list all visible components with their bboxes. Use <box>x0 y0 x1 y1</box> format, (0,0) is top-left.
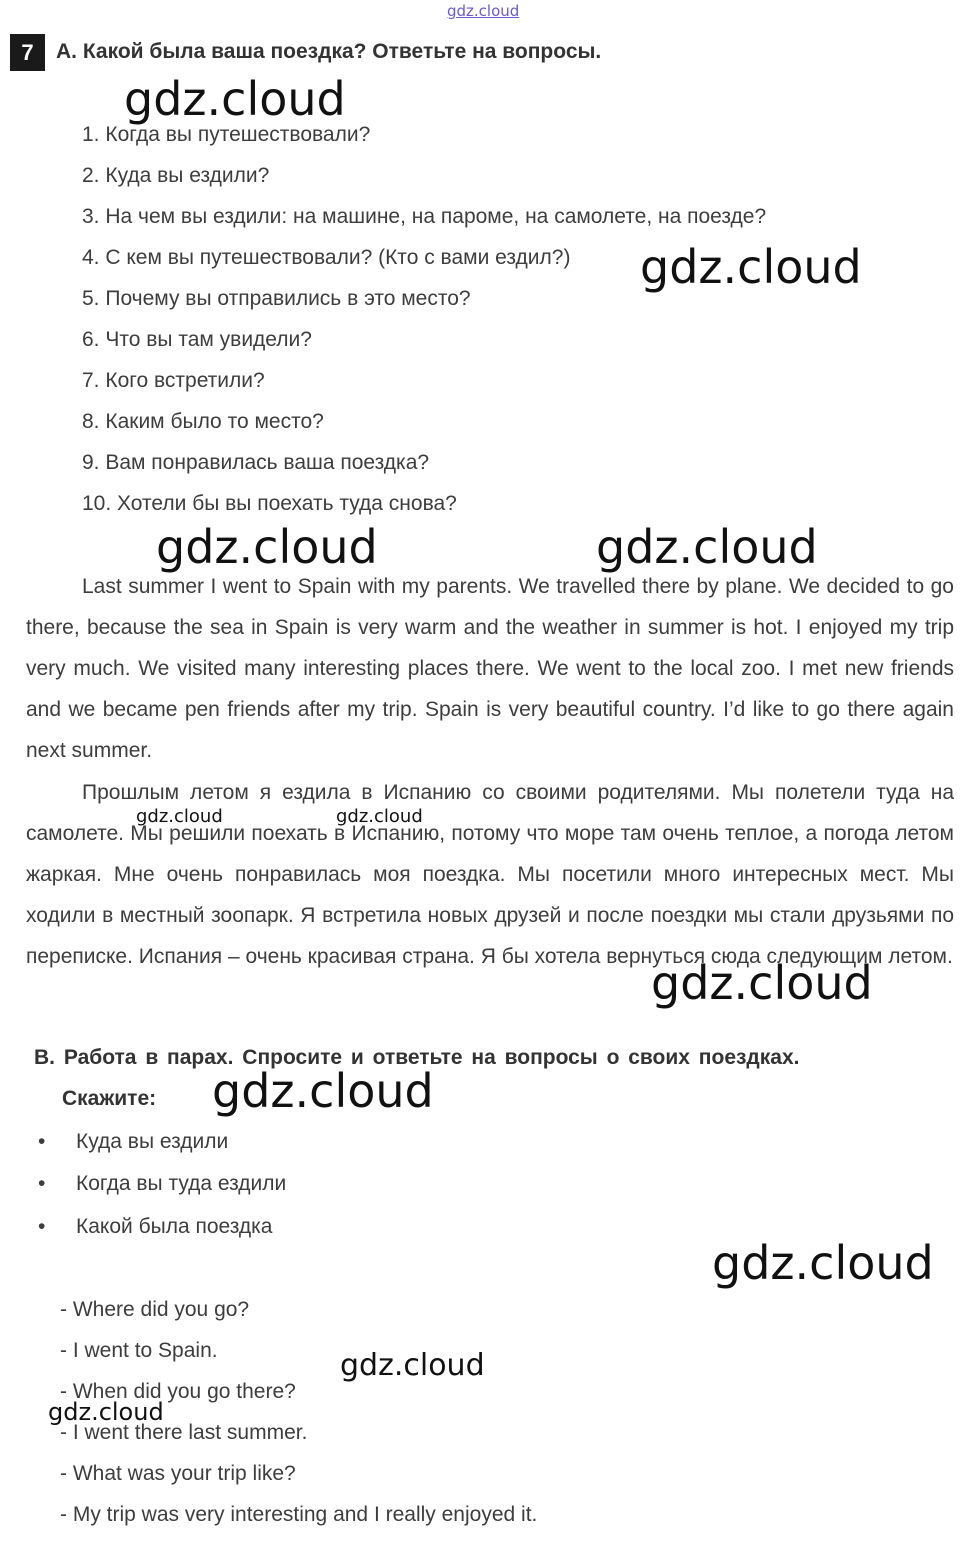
dialog-line: - I went to Spain. <box>60 1339 218 1362</box>
watermark: gdz.cloud <box>124 72 346 126</box>
watermark: gdz.cloud <box>640 240 862 294</box>
question-item: 8. Каким было то место? <box>82 410 324 433</box>
question-item: 7. Кого встретили? <box>82 369 265 392</box>
watermark: gdz.cloud <box>136 806 223 827</box>
dialog-line: - What was your trip like? <box>60 1462 296 1485</box>
question-item: 2. Куда вы ездили? <box>82 164 270 187</box>
question-item: 10. Хотели бы вы поехать туда снова? <box>82 492 457 515</box>
bullet-text: Куда вы ездили <box>76 1130 229 1153</box>
bullet-icon: • <box>38 1130 46 1153</box>
watermark: gdz.cloud <box>336 806 423 827</box>
say-label: Скажите: <box>62 1087 157 1110</box>
watermark: gdz.cloud <box>340 1348 485 1383</box>
dialog-line: - Where did you go? <box>60 1298 250 1321</box>
bullet-text: Когда вы туда ездили <box>76 1172 287 1195</box>
dialog-line: - My trip was very interesting and I really enjoyed it. <box>60 1503 538 1526</box>
task-b-heading: B. Работа в парах. Спросите и ответьте на вопросы о своих поездках. <box>34 1046 800 1069</box>
answer-english: Last summer I went to Spain with my parents. We travelled there by plane. We decided to go there, because the sea in Spain is very warm and the weather in summer is hot. I enjoyed my trip very much. We visited many interesting places there. We went to the local zoo. I met new friends and we became pen friends after my trip. Spain is very beautiful country. I’d like to go there again next summer. <box>26 575 954 762</box>
bullet-item <box>38 1215 273 1239</box>
watermark-top: gdz.cloud <box>447 2 520 20</box>
watermark: gdz.cloud <box>712 1236 934 1290</box>
dialog-line: - I went there last summer. <box>60 1421 308 1444</box>
bullet-item <box>38 1172 286 1196</box>
question-item: 9. Вам понравилась ваша поездка? <box>82 451 430 474</box>
watermark: gdz.cloud <box>596 520 818 574</box>
answer-russian: Прошлым летом я ездила в Испанию со своими родителями. Мы полетели туда на самолете. Мы решили поехать в Испанию, потому что море там очень теплое, а погода летом жаркая. Мне очень понравилась моя поездка. Мы посетили много интересных мест. Мы ходили в местный зоопарк. Я встретила новых друзей и после поездки мы стали друзьями по переписке. Испания – очень красивая страна. Я бы хотела вернуться сюда следующим летом. <box>26 781 954 968</box>
bullet-text: Какой была поездка <box>76 1215 273 1238</box>
question-item: 3. На чем вы ездили: на машине, на пароме, на самолете, на поезде? <box>82 205 767 228</box>
bullet-icon: • <box>38 1172 46 1195</box>
watermark: gdz.cloud <box>48 1398 164 1426</box>
exercise-number: 7 <box>10 34 45 71</box>
question-item: 4. С кем вы путешествовали? (Кто с вами ездил?) <box>82 246 571 269</box>
task-a-heading: А. Какой была ваша поездка? Ответьте на вопросы. <box>56 40 602 63</box>
dialog-line: - When did you go there? <box>60 1380 296 1403</box>
question-item: 1. Когда вы путешествовали? <box>82 123 371 146</box>
question-item: 6. Что вы там увидели? <box>82 328 312 351</box>
watermark: gdz.cloud <box>156 520 378 574</box>
bullet-item <box>38 1130 228 1154</box>
watermark: gdz.cloud <box>651 956 873 1010</box>
watermark: gdz.cloud <box>212 1064 434 1118</box>
bullet-icon: • <box>38 1215 46 1238</box>
question-item: 5. Почему вы отправились в это место? <box>82 287 471 310</box>
